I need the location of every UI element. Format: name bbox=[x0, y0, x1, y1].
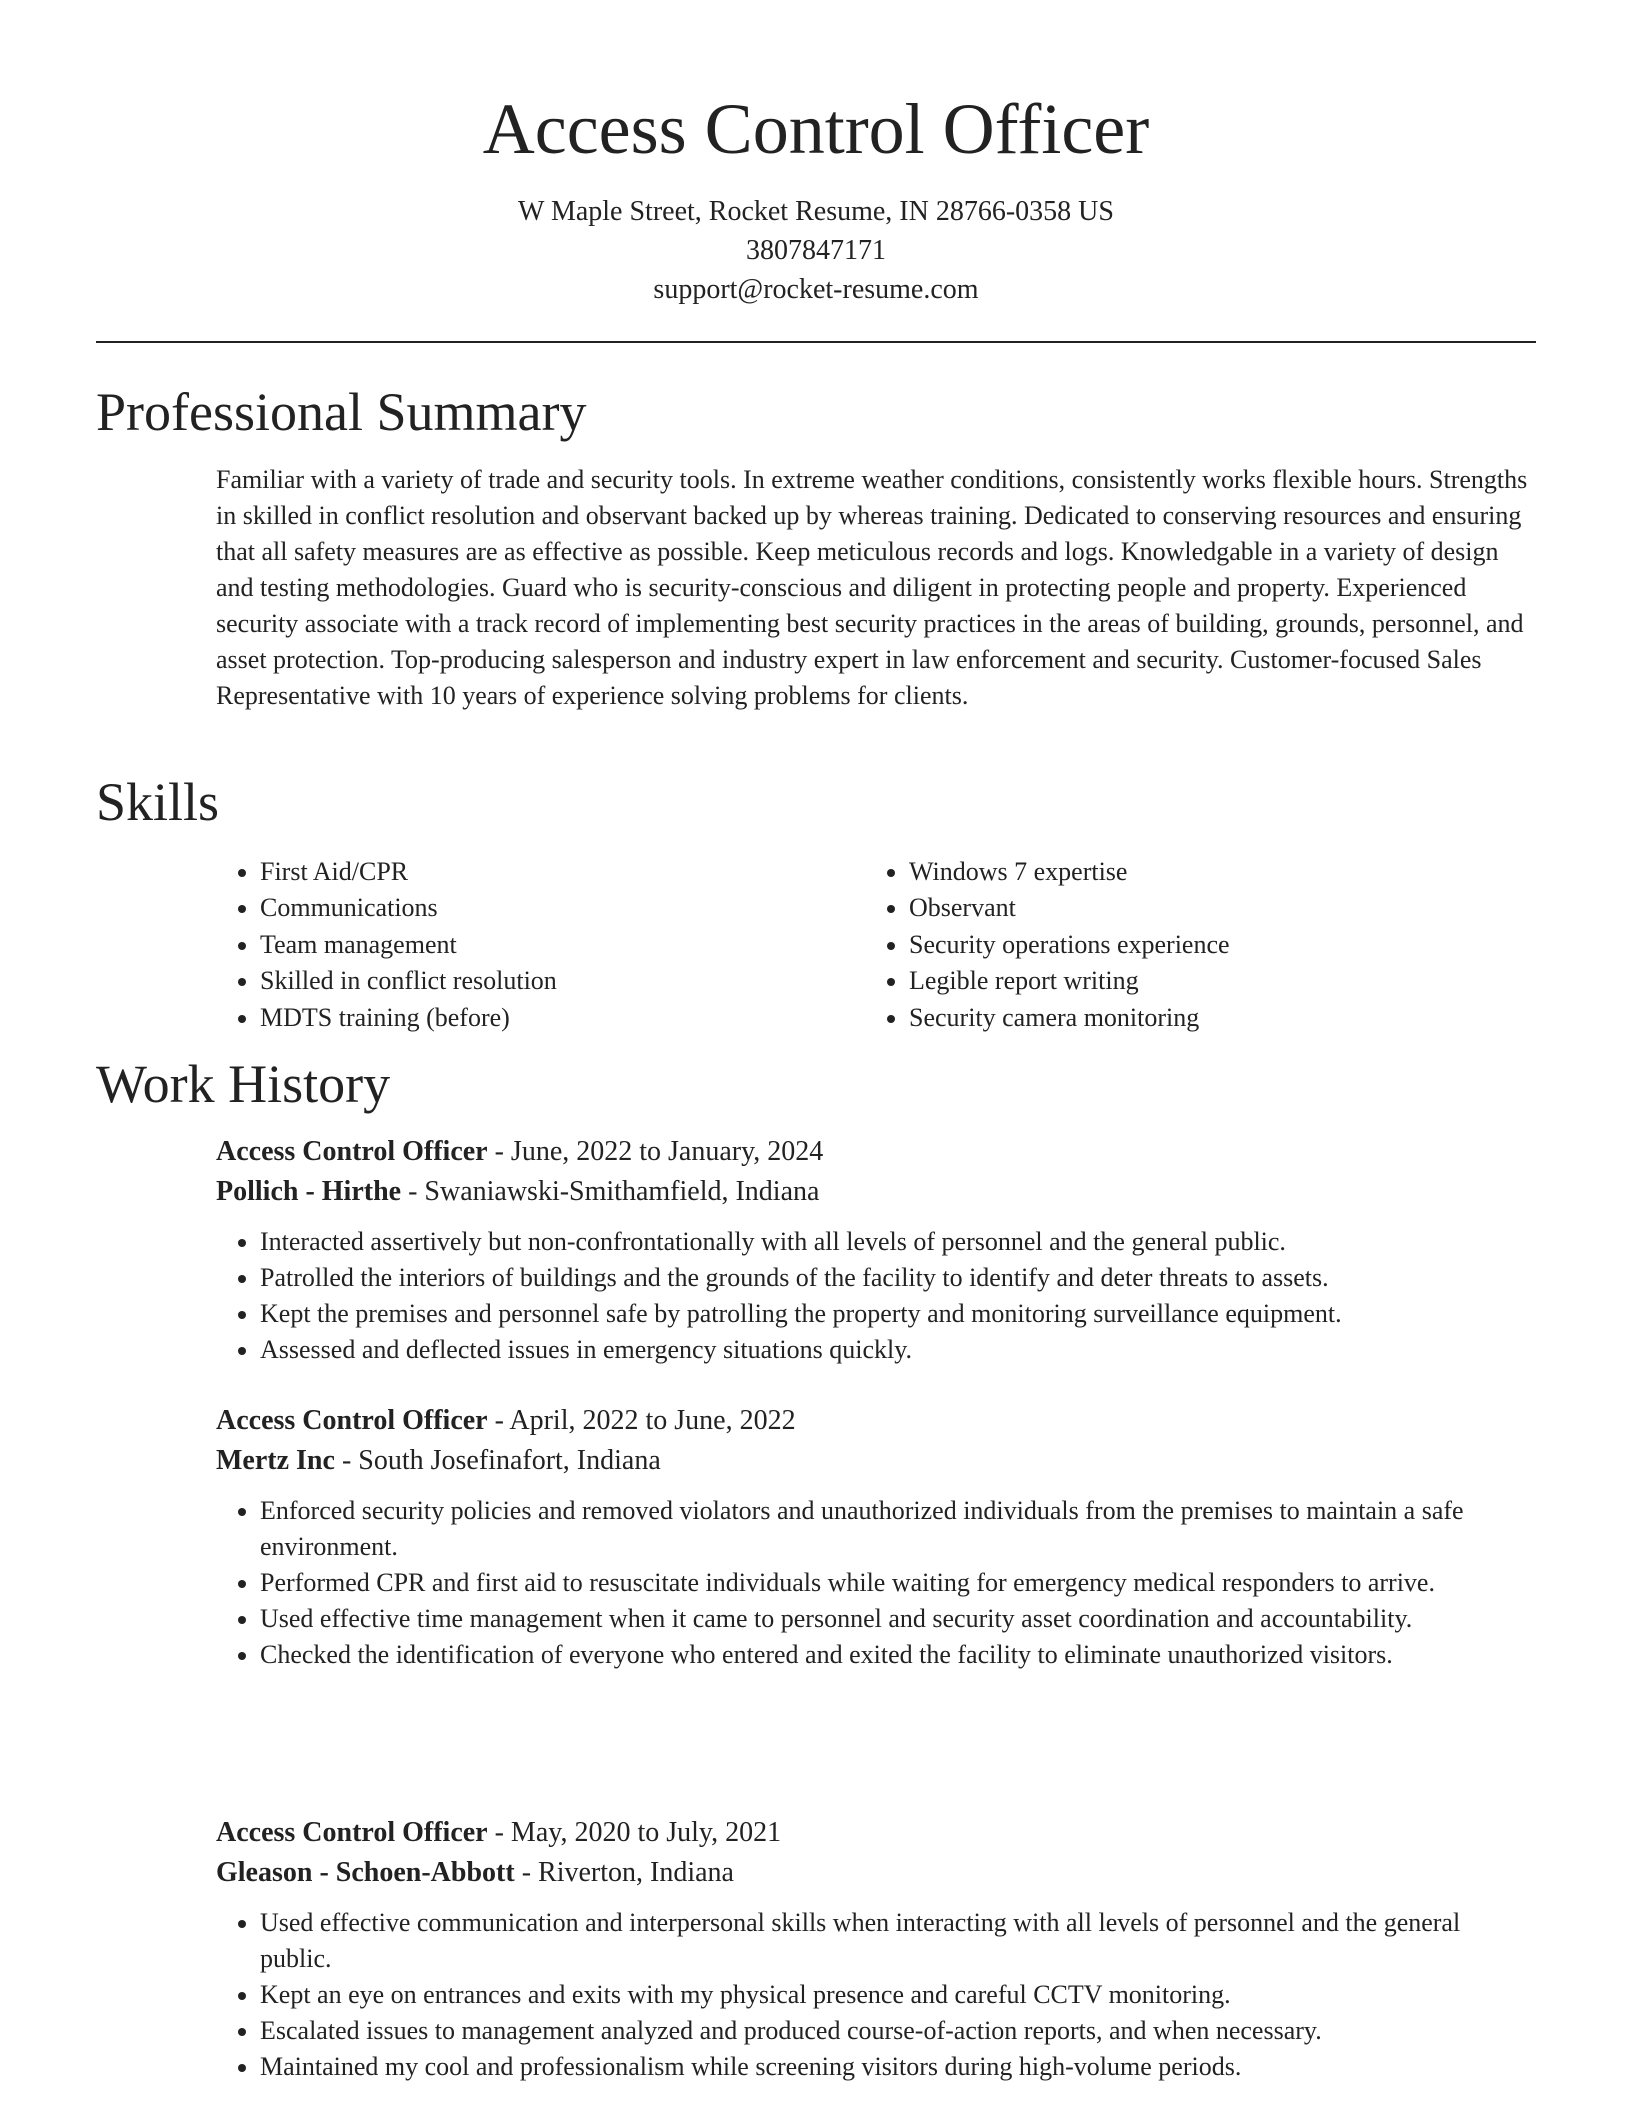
skills-column-2 bbox=[865, 854, 1509, 1036]
job-bullet: • Used effective communication and interpersonal skills when interacting with all levels of personnel and the general public. bbox=[260, 1905, 1534, 1977]
job-title: Access Control Officer bbox=[216, 1136, 488, 1167]
job-company-line bbox=[216, 1172, 1534, 1212]
job-bullet: • Interacted assertively but non-confrontationally with all levels of personnel and the general public. bbox=[260, 1224, 1534, 1260]
skill-item: • Communications bbox=[260, 890, 865, 926]
skill-item: • Security operations experience bbox=[909, 927, 1509, 963]
candidate-name: Access Control Officer bbox=[482, 89, 1150, 169]
job-bullets bbox=[216, 1493, 1534, 1673]
job-bullet: • Checked the identification of everyone who entered and exited the facility to eliminate unauthorized visitors. bbox=[260, 1637, 1534, 1673]
skill-item: • Windows 7 expertise bbox=[909, 854, 1509, 890]
job-company: Mertz Inc bbox=[216, 1445, 335, 1476]
job-dates: - May, 2020 to July, 2021 bbox=[487, 1817, 782, 1848]
job-company: Pollich - Hirthe bbox=[216, 1176, 402, 1207]
job-bullet: • Kept the premises and personnel safe by patrolling the property and monitoring surveillance equipment. bbox=[260, 1296, 1534, 1332]
contact-address: W Maple Street, Rocket Resume, IN 28766-0358 US bbox=[518, 196, 1114, 227]
job-company-line bbox=[216, 1853, 1534, 1893]
job-entry bbox=[216, 1813, 1534, 2085]
job-bullets bbox=[216, 1224, 1534, 1368]
header-divider bbox=[96, 341, 1536, 343]
skill-item: • MDTS training (before) bbox=[260, 1000, 865, 1036]
job-title: Access Control Officer bbox=[216, 1405, 488, 1436]
skill-item: • First Aid/CPR bbox=[260, 854, 865, 890]
summary-heading: Professional Summary bbox=[96, 382, 587, 442]
job-title: Access Control Officer bbox=[216, 1817, 488, 1848]
job-dates: - June, 2022 to January, 2024 bbox=[487, 1136, 824, 1167]
job-entry bbox=[216, 1401, 1534, 1673]
job-bullet: • Escalated issues to management analyzed and produced course-of-action reports, and when necessary. bbox=[260, 2013, 1534, 2049]
contact-email: support@rocket-resume.com bbox=[653, 274, 979, 305]
work-history-heading: Work History bbox=[96, 1054, 391, 1114]
skill-item: • Observant bbox=[909, 890, 1509, 926]
job-bullets bbox=[216, 1905, 1534, 2085]
job-bullet: • Assessed and deflected issues in emergency situations quickly. bbox=[260, 1332, 1534, 1368]
job-title-line bbox=[216, 1401, 1534, 1441]
skills-heading: Skills bbox=[96, 772, 220, 832]
job-company: Gleason - Schoen-Abbott bbox=[216, 1857, 515, 1888]
skill-item: • Team management bbox=[260, 927, 865, 963]
job-bullet: • Used effective time management when it came to personnel and security asset coordination and accountability. bbox=[260, 1601, 1534, 1637]
job-bullet: • Performed CPR and first aid to resuscitate individuals while waiting for emergency medical responders to arrive. bbox=[260, 1565, 1534, 1601]
job-title-line bbox=[216, 1132, 1534, 1172]
job-bullet: • Maintained my cool and professionalism while screening visitors during high-volume periods. bbox=[260, 2049, 1534, 2085]
job-bullet: • Kept an eye on entrances and exits with my physical presence and careful CCTV monitoring. bbox=[260, 1977, 1534, 2013]
contact-phone: 3807847171 bbox=[746, 235, 886, 266]
job-location: - Riverton, Indiana bbox=[514, 1857, 734, 1888]
skills-list bbox=[216, 854, 1536, 1036]
job-dates: - April, 2022 to June, 2022 bbox=[487, 1405, 796, 1436]
job-location: - Swaniawski-Smithamfield, Indiana bbox=[401, 1176, 820, 1207]
job-bullet: • Patrolled the interiors of buildings and the grounds of the facility to identify and deter threats to assets. bbox=[260, 1260, 1534, 1296]
job-title-line bbox=[216, 1813, 1534, 1853]
skill-item: • Legible report writing bbox=[909, 963, 1509, 999]
skill-item: • Skilled in conflict resolution bbox=[260, 963, 865, 999]
job-location: - South Josefinafort, Indiana bbox=[334, 1445, 661, 1476]
job-company-line bbox=[216, 1441, 1534, 1481]
job-entry bbox=[216, 1132, 1534, 1368]
resume-header bbox=[0, 0, 1632, 309]
contact-block bbox=[0, 192, 1632, 309]
skills-column-1 bbox=[216, 854, 865, 1036]
skill-item: • Security camera monitoring bbox=[909, 1000, 1509, 1036]
summary-text: Familiar with a variety of trade and security tools. In extreme weather conditions, consistently works flexible hours. Strengths in skilled in conflict resolution and observant backed up by whereas training. Dedicated to conserving resources and ensuring that all safety measures are as effective as possible. Keep meticulous records and logs. Knowledgable in a variety of design and testing methodologies. Guard who is security-conscious and diligent in protecting people and property. Experienced security associate with a track record of implementing best security practices in the areas of building, grounds, personnel, and asset protection. Top-producing salesperson and industry expert in law enforcement and security. Customer-focused Sales Representative with 10 years of experience solving problems for clients. bbox=[216, 465, 1528, 710]
job-bullet: • Enforced security policies and removed violators and unauthorized individuals from the premises to maintain a safe environment. bbox=[260, 1493, 1534, 1565]
